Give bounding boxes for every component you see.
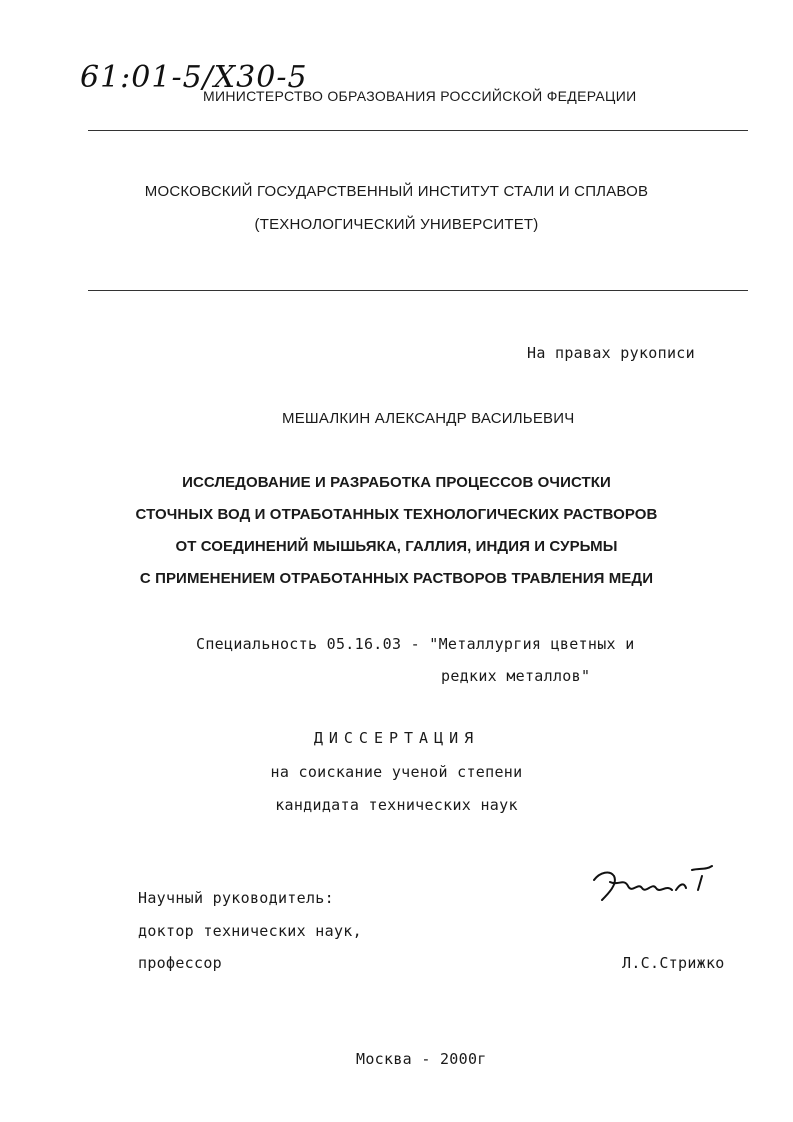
thesis-title-line-1: ИССЛЕДОВАНИЕ И РАЗРАБОТКА ПРОЦЕССОВ ОЧИСТКИ [182, 474, 611, 491]
author-name: МЕШАЛКИН АЛЕКСАНДР ВАСИЛЬЕВИЧ [282, 410, 575, 427]
thesis-title-line-3: ОТ СОЕДИНЕНИЙ МЫШЬЯКА, ГАЛЛИЯ, ИНДИЯ И СУРЬМЫ [175, 538, 618, 555]
top-divider [88, 130, 748, 131]
supervisor-role: Научный руководитель: [138, 889, 334, 907]
city-year: Москва - 2000г [356, 1050, 487, 1068]
degree-purpose: на соискание ученой степени [270, 763, 523, 781]
supervisor-title: профессор [138, 954, 222, 972]
specialty-line-2: редких металлов" [441, 667, 591, 685]
degree-name: кандидата технических наук [275, 796, 518, 814]
supervisor-signature [588, 860, 718, 910]
supervisor-name: Л.С.Стрижко [622, 954, 725, 972]
dissertation-heading: ДИССЕРТАЦИЯ [313, 729, 480, 747]
thesis-title-line-2: СТОЧНЫХ ВОД И ОТРАБОТАННЫХ ТЕХНОЛОГИЧЕСКИХ РАСТВОРОВ [135, 506, 658, 523]
institute-name: МОСКОВСКИЙ ГОСУДАРСТВЕННЫЙ ИНСТИТУТ СТАЛИ И СПЛАВОВ [144, 183, 649, 200]
bottom-divider [88, 290, 748, 291]
institute-subtitle: (ТЕХНОЛОГИЧЕСКИЙ УНИВЕРСИТЕТ) [254, 216, 539, 233]
thesis-title-line-4: С ПРИМЕНЕНИЕМ ОТРАБОТАННЫХ РАСТВОРОВ ТРАВЛЕНИЯ МЕДИ [139, 570, 654, 587]
ministry-name: МИНИСТЕРСТВО ОБРАЗОВАНИЯ РОССИЙСКОЙ ФЕДЕРАЦИИ [203, 88, 637, 104]
specialty-line-1: Специальность 05.16.03 - "Металлургия цветных и [196, 635, 635, 653]
supervisor-degree: доктор технических наук, [138, 922, 362, 940]
manuscript-note: На правах рукописи [527, 344, 695, 362]
archive-number-handwritten: 61:01-5/Х30-5 [80, 60, 308, 95]
